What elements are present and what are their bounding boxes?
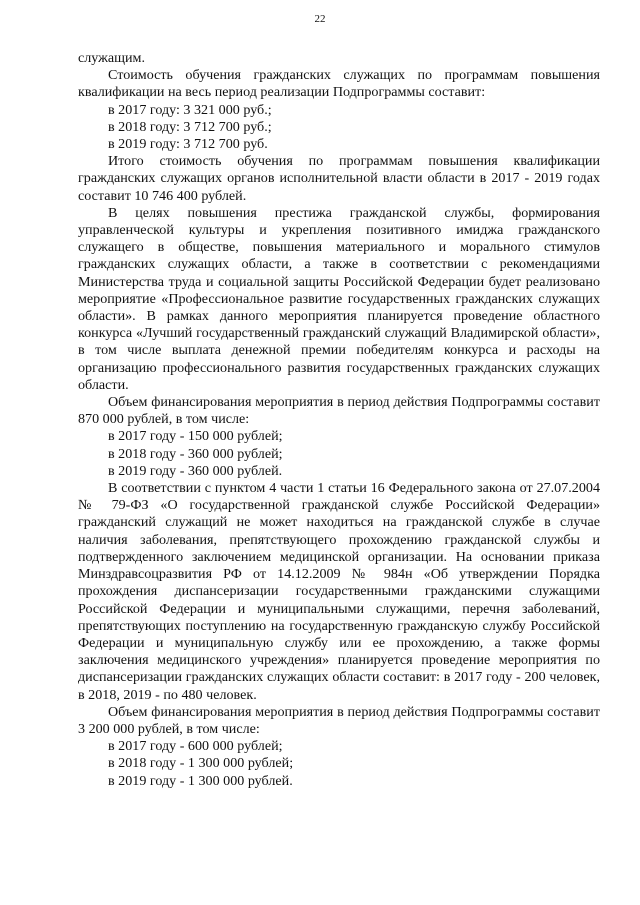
list-item-2017-cost: в 2017 году: 3 321 000 руб.;	[108, 101, 272, 118]
paragraph-training-cost: Стоимость обучения гражданских служащих по программам повышения квалификации на весь период реализации Подпрограммы составит:	[78, 67, 600, 101]
paragraph-contest-funding: Объем финансирования мероприятия в период действия Подпрограммы составит 870 000 рублей, в том числе:	[78, 394, 600, 428]
list-item-2019-medical: в 2019 году - 1 300 000 рублей.	[108, 772, 293, 789]
paragraph-training-total: Итого стоимость обучения по программам повышения квалификации гражданских служащих органов исполнительной власти области в 2017 - 2019 годах составит 10 746 400 рублей.	[78, 153, 600, 204]
list-item-2018-medical: в 2018 году - 1 300 000 рублей;	[108, 755, 294, 772]
list-item-2017-medical: в 2017 году - 600 000 рублей;	[108, 738, 283, 755]
list-item-2018-contest: в 2018 году - 360 000 рублей;	[108, 445, 283, 462]
document-body	[78, 50, 600, 790]
list-item-2017-contest: в 2017 году - 150 000 рублей;	[108, 428, 283, 445]
paragraph-medical-examination: В соответствии с пунктом 4 части 1 статьи 16 Федерального закона от 27.07.2004 № 79-ФЗ «О государственной гражданской службе Российской Федерации» гражданский служащий не может находиться на гражданской службе в случае наличия заболевания, препятствующего прохождению гражданской службы и подтвержденного заключением медицинской организации. На основании приказа Минздравсоцразвития РФ от 14.12.2009 № 984н «Об утверждении Порядка прохождения диспансеризации государственными гражданскими служащими Российской Федерации и муниципальными служащими, перечня заболеваний, препятствующих поступлению на государственную гражданскую службу Российской Федерации и муниципальную службу или ее прохождению, а также формы заключения медицинского учреждения» планируется проведение мероприятия по диспансеризации гражданских служащих области составит: в 2017 году - 200 человек, в 2018, 2019 - по 480 человек.	[78, 480, 600, 703]
list-item-2019-contest: в 2019 году - 360 000 рублей.	[108, 462, 283, 479]
paragraph-continuation: служащим.	[78, 50, 145, 66]
paragraph-medical-funding: Объем финансирования мероприятия в период действия Подпрограммы составит 3 200 000 рублей, в том числе:	[78, 703, 600, 737]
paragraph-prestige-measure: В целях повышения престижа гражданской службы, формирования управленческой культуры и укрепления позитивного имиджа гражданского служащего в обществе, повышения материального и морального стимулов гражданских служащих области, а также в соответствии с рекомендациями Министерства труда и социальной защиты Российской Федерации будет реализовано мероприятие «Профессиональное развитие государственных гражданских служащих области». В рамках данного мероприятия планируется проведение областного конкурса «Лучший государственный гражданский служащий Владимирской области», в том числе выплата денежной премии победителям конкурса и расходы на организацию профессионального развития государственных гражданских служащих области.	[78, 204, 600, 393]
list-item-2018-cost: в 2018 году: 3 712 700 руб.;	[108, 118, 272, 135]
page-number: 22	[314, 13, 326, 25]
list-item-2019-cost: в 2019 году: 3 712 700 руб.	[108, 136, 268, 153]
